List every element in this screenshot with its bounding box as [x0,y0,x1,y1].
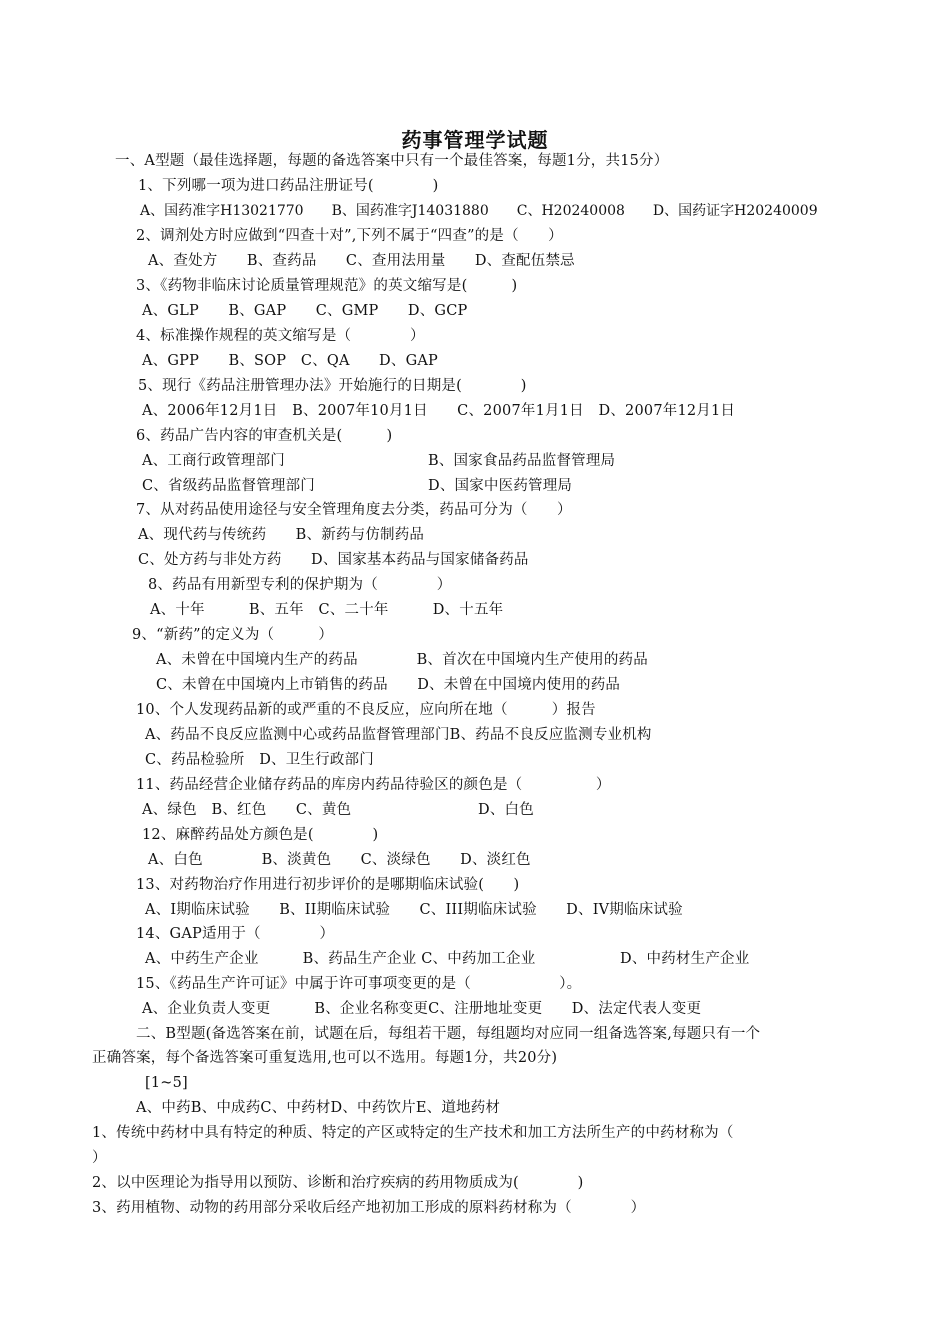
question-10-options-ab: A、药品不良反应监测中心或药品监督管理部门B、药品不良反应监测专业机构 [145,727,652,743]
question-5: 5、现行《药品注册管理办法》开始施行的日期是( ) [138,378,527,394]
question-9-options-cd: C、未曾在中国境内上市销售的药品 D、未曾在中国境内使用的药品 [156,677,621,693]
question-9: 9、“新药”的定义为（ ） [132,627,334,643]
question-2-options: A、查处方 B、查药品 C、查用法用量 D、查配伍禁忌 [148,253,575,269]
question-11: 11、药品经营企业储存药品的库房内药品待验区的颜色是（ ） [136,777,611,793]
question-15: 15、《药品生产许可证》中属于许可事项变更的是（ ）。 [136,976,582,992]
question-5-options: A、2006年12月1日 B、2007年10月1日 C、2007年1月1日 D、2007年12月1日 [142,403,736,419]
question-4: 4、标准操作规程的英文缩写是（ ） [136,328,425,344]
section-a-heading: 一、A型题（最佳选择题，每题的备选答案中只有一个最佳答案，每题1分，共15分） [115,153,669,169]
question-2: 2、调剂处方时应做到“四查十对”,下列不属于“四查”的是（ ） [136,228,563,244]
question-6-option-c: C、省级药品监督管理部门 [142,478,315,494]
question-3-options: A、GLP B、GAP C、GMP D、GCP [142,303,468,319]
question-4-options: A、GPP B、SOP C、QA D、GAP [142,353,438,369]
question-13-options: A、I期临床试验 B、II期临床试验 C、III期临床试验 D、IV期临床试验 [145,902,683,918]
group-range-label: [1~5] [145,1075,188,1091]
question-7-options-ab: A、现代药与传统药 B、新药与仿制药品 [138,527,425,543]
question-6-option-d: D、国家中医药管理局 [428,478,573,494]
b-question-1-cont: ） [92,1150,107,1166]
question-7-options-cd: C、处方药与非处方药 D、国家基本药品与国家储备药品 [138,552,529,568]
question-15-options: A、企业负责人变更 B、企业名称变更C、注册地址变更 D、法定代表人变更 [142,1001,702,1017]
question-14-option-d: D、中药材生产企业 [620,951,750,967]
question-14: 14、GAP适用于（ ） [136,926,335,942]
question-8-options: A、十年 B、五年 C、二十年 D、十五年 [150,602,504,618]
question-1: 1、下列哪一项为进口药品注册证号( ) [138,178,439,194]
question-6-option-a: A、工商行政管理部门 [142,453,285,469]
group-options: A、中药B、中成药C、中药材D、中药饮片E、道地药材 [136,1100,501,1116]
b-question-1: 1、传统中药材中具有特定的种质、特定的产区或特定的生产技术和加工方法所生产的中药材称为（ [92,1125,734,1141]
question-12-options: A、白色 B、淡黄色 C、淡绿色 D、淡红色 [148,852,531,868]
question-1-options: A、国药准字H13021770 B、国药准字J14031880 C、H20240008 D、国药证字H20240009 [140,203,818,219]
question-10: 10、个人发现药品新的或严重的不良反应，应向所在地（ ）报告 [136,702,596,718]
b-question-3: 3、药用植物、动物的药用部分采收后经产地初加工形成的原料药材称为（ ） [92,1200,646,1216]
question-11-option-d: D、白色 [478,802,534,818]
question-3: 3、《药物非临床讨论质量管理规范》的英文缩写是( ) [136,278,518,294]
question-14-options-abc: A、中药生产企业 B、药品生产企业 C、中药加工企业 [145,951,536,967]
question-6-option-b: B、国家食品药品监督管理局 [428,453,616,469]
section-b-heading-cont: 正确答案，每个备选答案可重复选用,也可以不选用。每题1分，共20分) [92,1050,558,1066]
section-b-heading: 二、B型题(备选答案在前，试题在后，每组若干题，每组题均对应同一组备选答案,每题只有一个 [136,1026,761,1042]
question-11-options-abc: A、绿色 B、红色 C、黄色 [142,802,352,818]
question-12: 12、麻醉药品处方颜色是( ) [142,827,379,843]
question-7: 7、从对药品使用途径与安全管理角度去分类，药品可分为（ ） [136,502,572,518]
b-question-2: 2、以中医理论为指导用以预防、诊断和治疗疾病的药用物质成为( ) [92,1175,584,1191]
question-6: 6、药品广告内容的审查机关是( ) [136,428,393,444]
question-10-options-cd: C、药品检验所 D、卫生行政部门 [145,752,374,768]
question-13: 13、对药物治疗作用进行初步评价的是哪期临床试验( ) [136,877,520,893]
question-8: 8、药品有用新型专利的保护期为（ ） [148,577,452,593]
question-9-options-ab: A、未曾在中国境内生产的药品 B、首次在中国境内生产使用的药品 [156,652,648,668]
page-title: 药事管理学试题 [401,128,549,152]
